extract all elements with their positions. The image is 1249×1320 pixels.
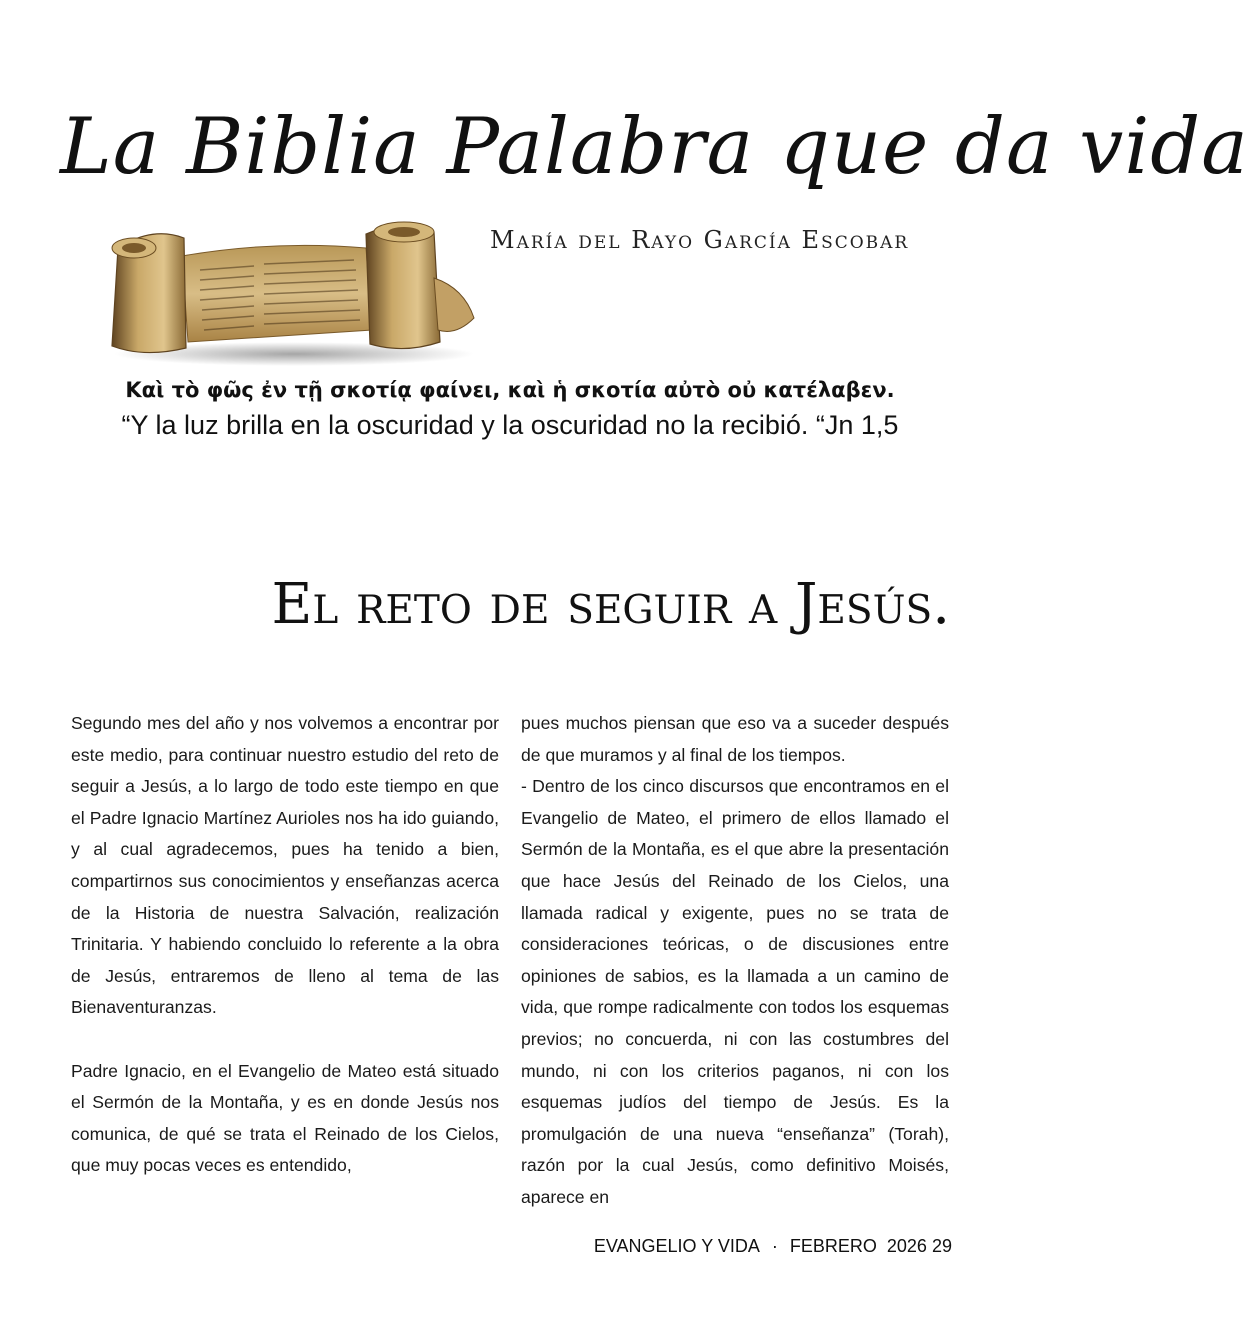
- torah-scroll-image: [104, 218, 484, 366]
- publication-name: EVANGELIO Y VIDA: [593, 1236, 760, 1256]
- paragraph: pues muchos piensan que eso va a suceder después de que muramos y al final de los tiempos.: [521, 713, 949, 765]
- article-column-right: [521, 708, 949, 1214]
- issue-date: FEBRERO 2026: [789, 1236, 927, 1256]
- author-name: María del Rayo García Escobar: [490, 226, 910, 254]
- footer-separator: ·: [771, 1236, 778, 1256]
- paragraph: Segundo mes del año y nos volvemos a encontrar por este medio, para continuar nuestro estudio del reto de seguir a Jesús, a lo largo de todo este tiempo en que el Padre Ignacio Martínez Aurioles nos ha ido guiando, y al cual agradecemos, pues ha tenido a bien, compartirnos sus conocimientos y enseñanzas acerca de la Historia de nuestra Salvación, realización Trinitaria. Y habiendo concluido lo referente a la obra de Jesús, entraremos de lleno al tema de las Bienaventuranzas.: [71, 713, 499, 1018]
- page-number: 29: [931, 1236, 952, 1256]
- article-title: El reto de seguir a Jesús.: [271, 572, 950, 637]
- paragraph: - Dentro de los cinco discursos que encontramos en el Evangelio de Mateo, el primero de ellos llamado el Sermón de la Montaña, es el que abre la presentación que hace Jesús del Reinado de los Cielos, una llamada radical y exigente, pues no se trata de consideraciones teóricas, o de discusiones entre opiniones de sabios, es la llamada a un camino de vida, que rompe radicalmente con todos los esquemas previos; no concuerda, ni con las costumbres del mundo, ni con los criterios paganos, ni con los esquemas judíos del tiempo de Jesús. Es la promulgación de una nueva “enseñanza” (Torah), razón por la cual Jesús, como definitivo Moisés, aparece en: [521, 776, 949, 1207]
- greek-quote: Καὶ τὸ φῶς ἐν τῇ σκοτίᾳ φαίνει, καὶ ἡ σκοτία αὐτὸ οὐ κατέλαβεν.: [125, 378, 895, 402]
- spanish-quote: “Y la luz brilla en la oscuridad y la oscuridad no la recibió. “Jn 1,5: [121, 410, 899, 440]
- page-footer: [594, 1236, 952, 1257]
- article-column-left: [71, 708, 499, 1182]
- paragraph: Padre Ignacio, en el Evangelio de Mateo está situado el Sermón de la Montaña, y es en donde Jesús nos comunica, de qué se trata el Reinado de los Cielos, que muy pocas veces es entendido,: [71, 1060, 499, 1176]
- magazine-section-title: La Biblia Palabra que da vida: [60, 102, 1249, 192]
